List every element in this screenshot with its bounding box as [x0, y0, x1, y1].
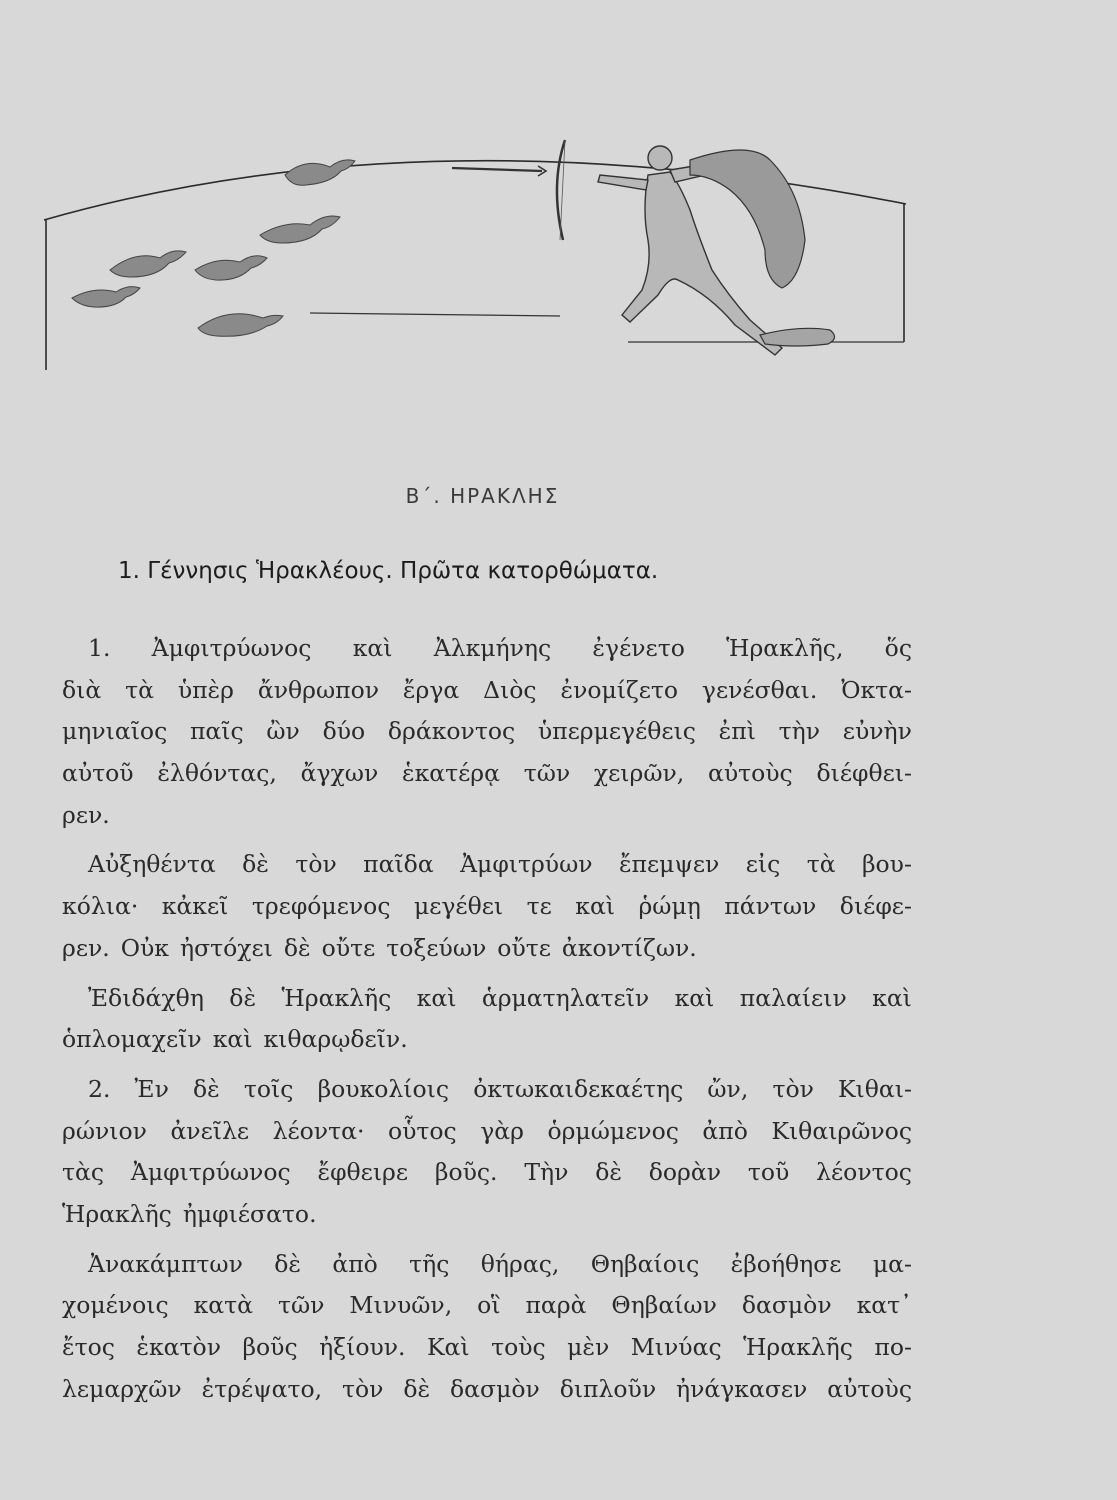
text-line: ρεν. Οὐκ ἠστόχει δὲ οὔτε τοξεύων οὔτε ἀκοντίζων. — [62, 933, 697, 962]
text-line: ἔτος ἑκατὸν βοῦς ἠξίουν. Καὶ τοὺς μὲν Μινύας Ἡρακλῆς πο- — [62, 1333, 912, 1361]
heracles-archer-illustration — [30, 130, 920, 380]
text-line: ρεν. — [62, 800, 110, 829]
chapter-heading: Β΄. ΗΡΑΚΛΗΣ — [405, 484, 560, 508]
paragraph — [62, 978, 912, 1061]
paragraph — [62, 1069, 912, 1236]
paragraph — [62, 844, 912, 969]
text-line: αὐτοῦ ἐλθόντας, ἄγχων ἑκατέρᾳ τῶν χειρῶν, αὐτοὺς διέφθει- — [62, 759, 912, 788]
club — [760, 328, 835, 346]
text-line: Αὐξηθέντα δὲ τὸν παῖδα Ἀμφιτρύων ἔπεμψεν εἰς τὰ βου- — [88, 850, 912, 879]
text-line: ὁπλομαχεῖν καὶ κιθαρῳδεῖν. — [62, 1025, 408, 1054]
text-line: Ἐδιδάχθη δὲ Ἡρακλῆς καὶ ἁρματηλατεῖν καὶ παλαίειν καὶ — [88, 983, 912, 1012]
text-line: 2. Ἐν δὲ τοῖς βουκολίοις ὀκτωκαιδεκαέτης ὤν, τὸν Κιθαι- — [88, 1074, 912, 1103]
text-line: Ἡρακλῆς ἠμφιέσατο. — [62, 1199, 317, 1228]
text-line: μηνιαῖος παῖς ὢν δύο δράκοντος ὑπερμεγέθεις ἐπὶ τὴν εὐνὴν — [62, 717, 912, 746]
paragraph — [62, 628, 912, 836]
section-title: 1. Γέννησις Ἡρακλέους. Πρῶτα κατορθώματα. — [118, 558, 659, 584]
text-line: τὰς Ἀμφιτρύωνος ἔφθειρε βοῦς. Τὴν δὲ δορὰν τοῦ λέοντος — [62, 1158, 912, 1187]
paragraph — [62, 1244, 912, 1411]
text-line: 1. Ἀμφιτρύωνος καὶ Ἀλκμήνης ἐγένετο Ἡρακλῆς, ὅς — [88, 634, 912, 662]
body-text — [62, 628, 912, 1418]
arrow-in-flight — [452, 166, 546, 176]
text-line: λεμαρχῶν ἐτρέψατο, τὸν δὲ δασμὸν διπλοῦν ἠνάγκασεν αὐτοὺς — [62, 1374, 912, 1403]
text-line: διὰ τὰ ὑπὲρ ἄνθρωπον ἔργα Διὸς ἐνομίζετο γενέσθαι. Ὀκτα- — [62, 675, 912, 704]
text-line: ρώνιον ἀνεῖλε λέοντα· οὗτος γὰρ ὁρμώμενος ἀπὸ Κιθαιρῶνος — [62, 1116, 912, 1145]
text-line: χομένοις κατὰ τῶν Μινυῶν, οἳ παρὰ Θηβαίων δασμὸν κατ᾽ — [62, 1291, 912, 1320]
bird-flock — [72, 160, 355, 336]
text-line: Ἀνακάμπτων δὲ ἀπὸ τῆς θήρας, Θηβαίοις ἐβοήθησε μα- — [88, 1249, 912, 1278]
text-line: κόλια· κἀκεῖ τρεφόμενος μεγέθει τε καὶ ῥώμῃ πάντων διέφε- — [62, 892, 912, 921]
